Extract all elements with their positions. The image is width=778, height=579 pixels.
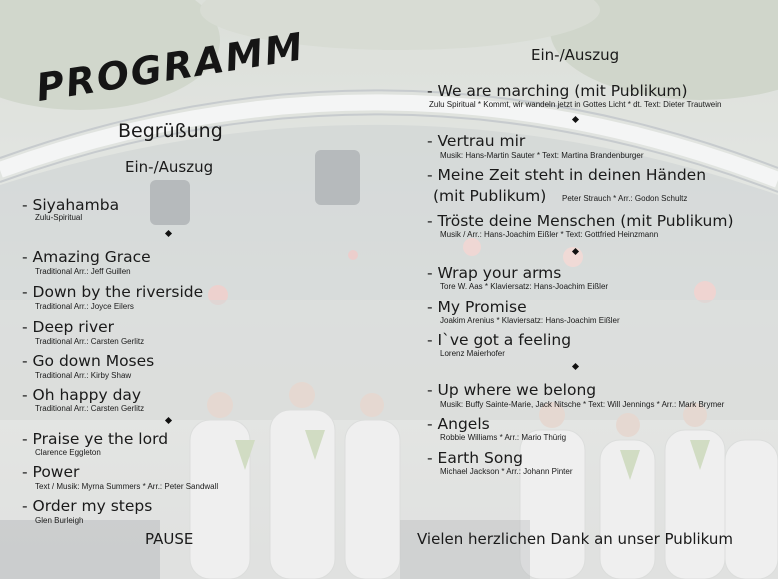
page-title: PROGRAMM [33, 24, 308, 110]
song-title: - Earth Song [427, 449, 523, 467]
song-credit: Lorenz Maierhofer [440, 349, 505, 358]
song-title: - Angels [427, 415, 490, 433]
song-credit: Glen Burleigh [35, 516, 84, 525]
song-title: (mit Publikum) [433, 187, 547, 205]
song-title: - Vertrau mir [427, 132, 526, 150]
song-title: - Oh happy day [22, 386, 142, 404]
song-title: - Meine Zeit steht in deinen Händen [427, 166, 707, 184]
song-credit: Traditional Arr.: Carsten Gerlitz [35, 337, 145, 346]
song-title: - Power [22, 463, 80, 481]
song-credit: Traditional Arr.: Joyce Eilers [35, 302, 134, 311]
song-credit: Musik: Hans-Martin Sauter * Text: Martina Brandenburger [440, 151, 644, 160]
song-credit: Peter Strauch * Arr.: Godon Schultz [562, 194, 688, 203]
right-heading: Ein-/Auszug [531, 46, 620, 64]
song-title: - Order my steps [22, 497, 153, 515]
song-credit: Tore W. Aas * Klaviersatz: Hans-Joachim Eißler [440, 282, 609, 291]
song-title: - Deep river [22, 318, 115, 336]
song-title: - My Promise [427, 298, 527, 316]
song-title: - I`ve got a feeling [427, 331, 572, 349]
song-title: - Wrap your arms [427, 264, 562, 282]
song-credit: Zulu-Spiritual [35, 213, 83, 222]
left-subheading: Ein-/Auszug [125, 158, 214, 176]
song-credit: Traditional Arr.: Carsten Gerlitz [35, 404, 145, 413]
song-credit: Joakim Arenius * Klaviersatz: Hans-Joachim Eißler [440, 316, 620, 325]
song-title: - Down by the riverside [22, 283, 204, 301]
song-title: - Amazing Grace [22, 248, 151, 266]
song-title: - Tröste deine Menschen (mit Publikum) [427, 212, 734, 230]
song-title: - Praise ye the lord [22, 430, 169, 448]
song-credit: Zulu Spiritual * Kommt, wir wandeln jetzt in Gottes Licht * dt. Text: Dieter Trautwein [429, 100, 722, 109]
song-title: - Go down Moses [22, 352, 155, 370]
left-heading: Begrüßung [118, 120, 223, 142]
song-credit: Musik: Buffy Sainte-Marie, Jack Nitsche * Text: Will Jennings * Arr.: Mark Brymer [440, 400, 725, 409]
song-title: - Siyahamba [22, 196, 120, 214]
song-title: - Up where we belong [427, 381, 597, 399]
song-credit: Traditional Arr.: Jeff Guillen [35, 267, 131, 276]
song-credit: Clarence Eggleton [35, 448, 101, 457]
song-credit: Michael Jackson * Arr.: Johann Pinter [440, 467, 573, 476]
song-credit: Musik / Arr.: Hans-Joachim Eißler * Text: Gottfried Heinzmann [440, 230, 659, 239]
pause-label: PAUSE [145, 530, 194, 548]
song-credit: Text / Musik: Myrna Summers * Arr.: Peter Sandwall [35, 482, 219, 491]
thanks-message: Vielen herzlichen Dank an unser Publikum [417, 530, 734, 548]
song-credit: Robbie Williams * Arr.: Mario Thürig [440, 433, 567, 442]
song-title: - We are marching (mit Publikum) [427, 82, 688, 100]
song-credit: Traditional Arr.: Kirby Shaw [35, 371, 132, 380]
